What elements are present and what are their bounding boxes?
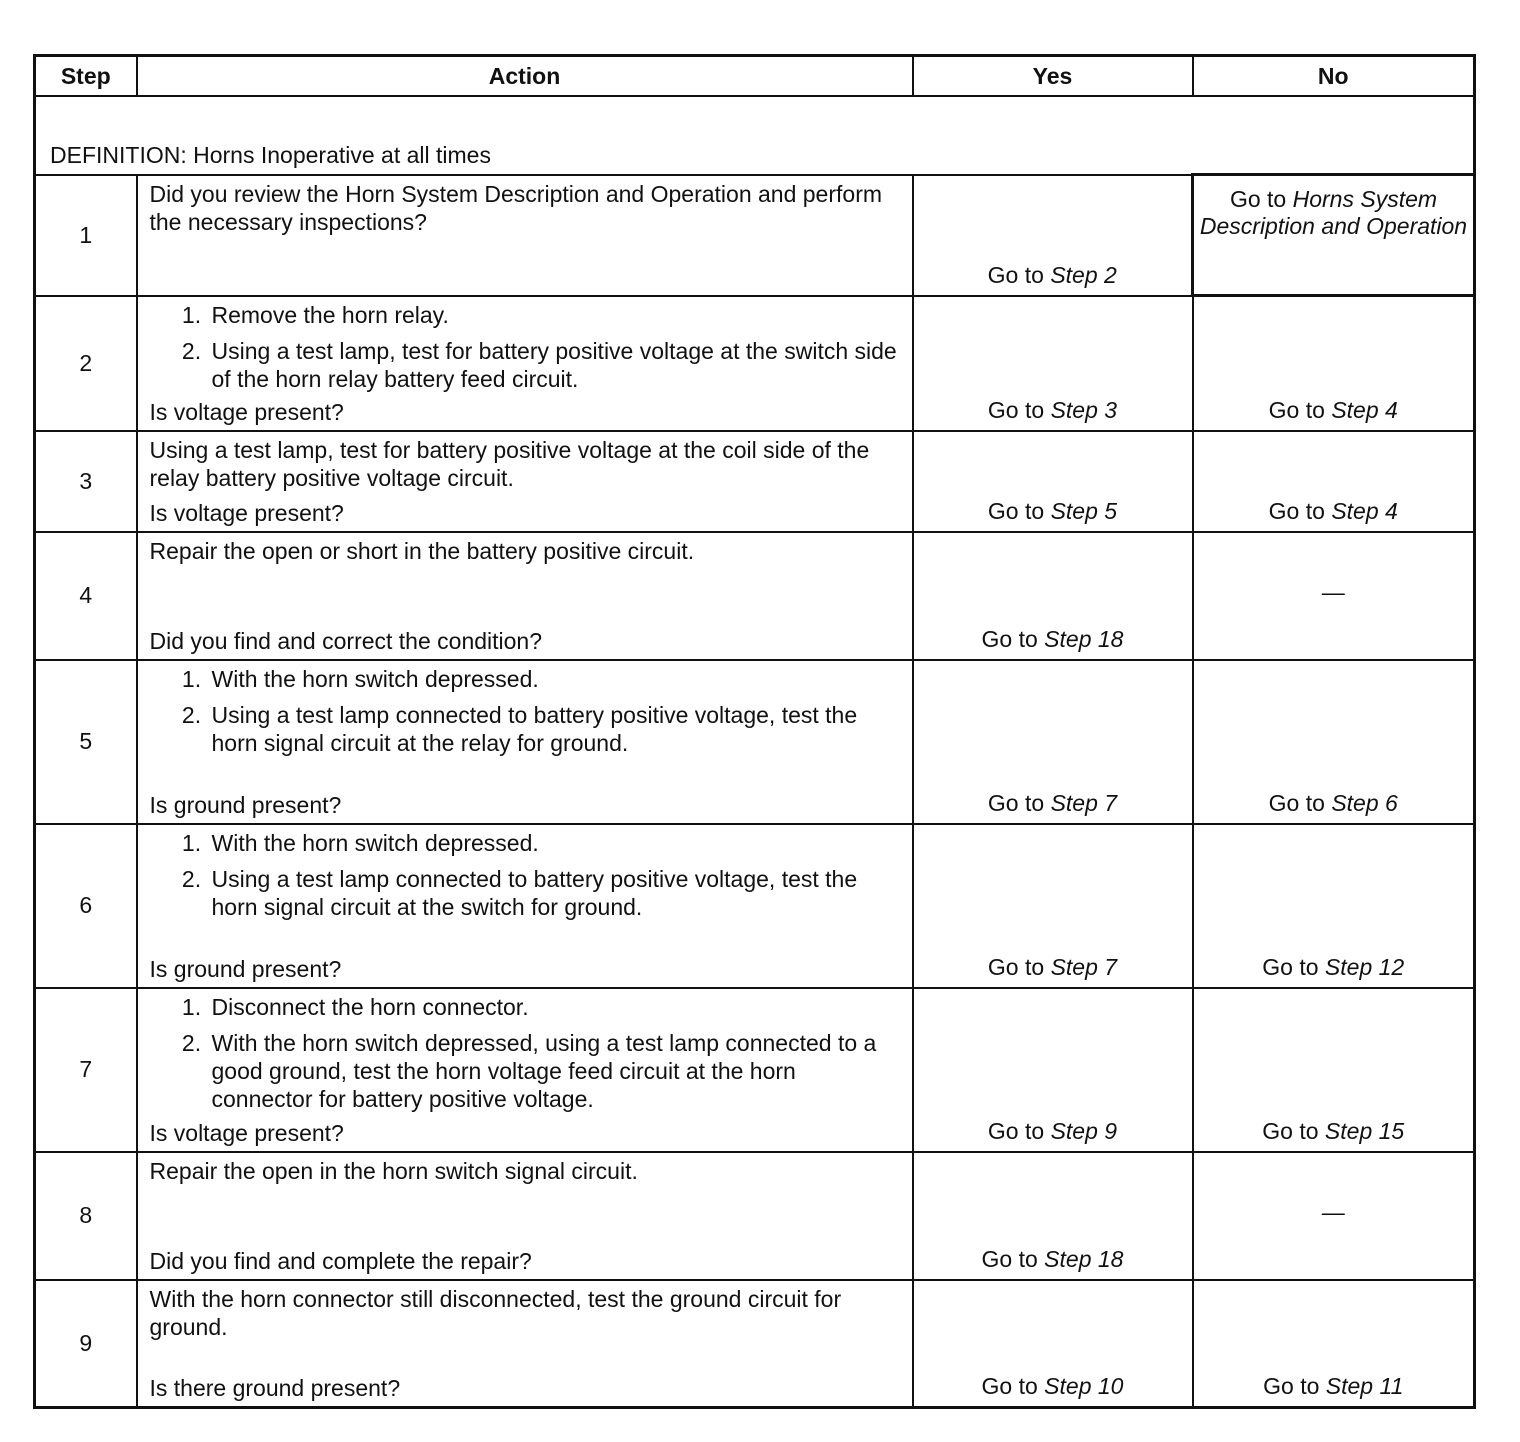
yes-ref: Step 18 <box>1044 1245 1124 1272</box>
no-ref: Step 11 <box>1325 1373 1404 1399</box>
no-dash: — <box>1321 579 1345 605</box>
yes-ref: Step 7 <box>1050 953 1118 980</box>
step-number: 9 <box>35 1280 137 1408</box>
yes-prefix: Go to <box>987 1117 1051 1144</box>
action-cell <box>137 296 913 431</box>
action-item: 2. Using a test lamp connected to battery positive voltage, test the horn signal circuit at the relay for ground. <box>208 701 900 757</box>
step-number: 2 <box>35 296 137 431</box>
step-number: 5 <box>35 660 137 824</box>
action-item: 2. Using a test lamp, test for battery positive voltage at the switch side of the horn relay battery feed circuit. <box>208 337 900 393</box>
step-number: 8 <box>35 1152 137 1280</box>
yes-ref: Step 18 <box>1044 625 1124 652</box>
yes-prefix: Go to <box>987 497 1051 524</box>
action-list <box>150 665 900 757</box>
no-ref: Step 12 <box>1324 953 1405 980</box>
header-yes: Yes <box>913 56 1193 97</box>
action-list <box>150 993 900 1113</box>
no-cell <box>1193 660 1475 824</box>
no-prefix: Go to <box>1268 497 1332 524</box>
no-prefix: Go to <box>1262 1117 1325 1144</box>
no-cell <box>1193 988 1475 1152</box>
step-number: 7 <box>35 988 137 1152</box>
action-cell <box>137 431 913 532</box>
action-cell <box>137 532 913 660</box>
table-row <box>35 296 1475 431</box>
yes-cell <box>913 175 1193 296</box>
yes-cell <box>913 1280 1193 1408</box>
yes-prefix: Go to <box>981 1245 1045 1272</box>
action-question: Is voltage present? <box>149 499 344 526</box>
yes-prefix: Go to <box>981 1373 1045 1399</box>
diagnostic-table <box>33 54 1476 1409</box>
yes-cell <box>913 532 1193 660</box>
no-ref: Step 4 <box>1331 497 1398 524</box>
table-row <box>35 431 1475 532</box>
action-item: 1. Disconnect the horn connector. <box>208 993 900 1021</box>
no-prefix: Go to <box>1268 789 1332 816</box>
action-cell <box>137 1152 913 1280</box>
step-number: 4 <box>35 532 137 660</box>
no-prefix: Go to <box>1229 186 1293 212</box>
yes-cell <box>913 824 1193 988</box>
no-ref: Step 4 <box>1331 396 1398 423</box>
action-text: With the horn connector still disconnected, test the ground circuit for ground. <box>149 1285 842 1340</box>
table-row <box>35 1152 1475 1280</box>
action-item: 1. With the horn switch depressed. <box>208 829 900 857</box>
no-dash: — <box>1321 1199 1345 1225</box>
action-item: 2. With the horn switch depressed, using a test lamp connected to a good ground, test the horn voltage feed circuit at the horn connector for battery positive voltage. <box>208 1029 900 1113</box>
action-text: Repair the open in the horn switch signal circuit. <box>149 1157 638 1184</box>
header-action: Action <box>137 56 913 97</box>
action-question: Is ground present? <box>149 955 342 982</box>
action-text: Did you review the Horn System Description and Operation and perform the necessary inspections? <box>149 180 883 235</box>
step-number: 6 <box>35 824 137 988</box>
action-item: 1. With the horn switch depressed. <box>208 665 900 693</box>
action-question: Is there ground present? <box>149 1375 401 1401</box>
header-step: Step <box>35 56 137 97</box>
definition-text: DEFINITION: Horns Inoperative at all times <box>35 96 1475 175</box>
table-row <box>35 532 1475 660</box>
yes-ref: Step 10 <box>1044 1373 1124 1399</box>
yes-ref: Step 5 <box>1050 497 1118 524</box>
yes-cell <box>913 660 1193 824</box>
action-question: Is voltage present? <box>149 398 344 425</box>
no-ref: Horns System Description and Operation <box>1199 186 1468 239</box>
yes-ref: Step 3 <box>1050 396 1118 423</box>
no-cell <box>1193 824 1475 988</box>
yes-prefix: Go to <box>987 789 1051 816</box>
no-cell <box>1193 431 1475 532</box>
table-row <box>35 175 1475 296</box>
no-cell <box>1193 296 1475 431</box>
no-cell <box>1193 1152 1475 1280</box>
table-row <box>35 988 1475 1152</box>
action-cell <box>137 988 913 1152</box>
yes-prefix: Go to <box>981 625 1045 652</box>
step-number: 3 <box>35 431 137 532</box>
no-prefix: Go to <box>1262 953 1325 980</box>
action-cell <box>137 660 913 824</box>
table-row <box>35 824 1475 988</box>
yes-prefix: Go to <box>987 953 1051 980</box>
action-text: Using a test lamp, test for battery positive voltage at the coil side of the relay battery positive voltage circuit. <box>149 436 870 491</box>
table-row <box>35 1280 1475 1408</box>
no-prefix: Go to <box>1268 396 1332 423</box>
no-cell <box>1193 175 1475 296</box>
action-list <box>150 829 900 921</box>
no-cell <box>1193 532 1475 660</box>
diagnostic-table-page <box>33 54 1473 1409</box>
no-cell <box>1193 1280 1475 1408</box>
definition-row <box>35 96 1475 175</box>
no-prefix: Go to <box>1263 1373 1326 1399</box>
header-row <box>35 56 1475 97</box>
action-cell <box>137 824 913 988</box>
step-number: 1 <box>35 175 137 296</box>
action-item: 2. Using a test lamp connected to battery positive voltage, test the horn signal circuit at the switch for ground. <box>208 865 900 921</box>
yes-cell <box>913 431 1193 532</box>
yes-prefix: Go to <box>987 396 1051 423</box>
action-text: Repair the open or short in the battery positive circuit. <box>149 537 695 564</box>
yes-ref: Step 7 <box>1050 789 1118 816</box>
no-ref: Step 15 <box>1324 1117 1405 1144</box>
action-question: Is ground present? <box>149 791 342 818</box>
action-question: Did you find and complete the repair? <box>149 1247 532 1274</box>
action-question: Did you find and correct the condition? <box>149 627 543 654</box>
table-row <box>35 660 1475 824</box>
yes-cell <box>913 988 1193 1152</box>
header-no: No <box>1193 56 1475 97</box>
no-ref: Step 6 <box>1331 789 1398 816</box>
yes-ref: Step 9 <box>1050 1117 1118 1144</box>
action-cell <box>137 175 913 296</box>
action-question: Is voltage present? <box>149 1119 344 1146</box>
yes-cell <box>913 1152 1193 1280</box>
yes-ref: Step 2 <box>1050 261 1117 288</box>
yes-prefix: Go to <box>987 261 1051 288</box>
yes-cell <box>913 296 1193 431</box>
action-item: 1. Remove the horn relay. <box>208 301 900 329</box>
action-list <box>150 301 900 393</box>
action-cell <box>137 1280 913 1408</box>
